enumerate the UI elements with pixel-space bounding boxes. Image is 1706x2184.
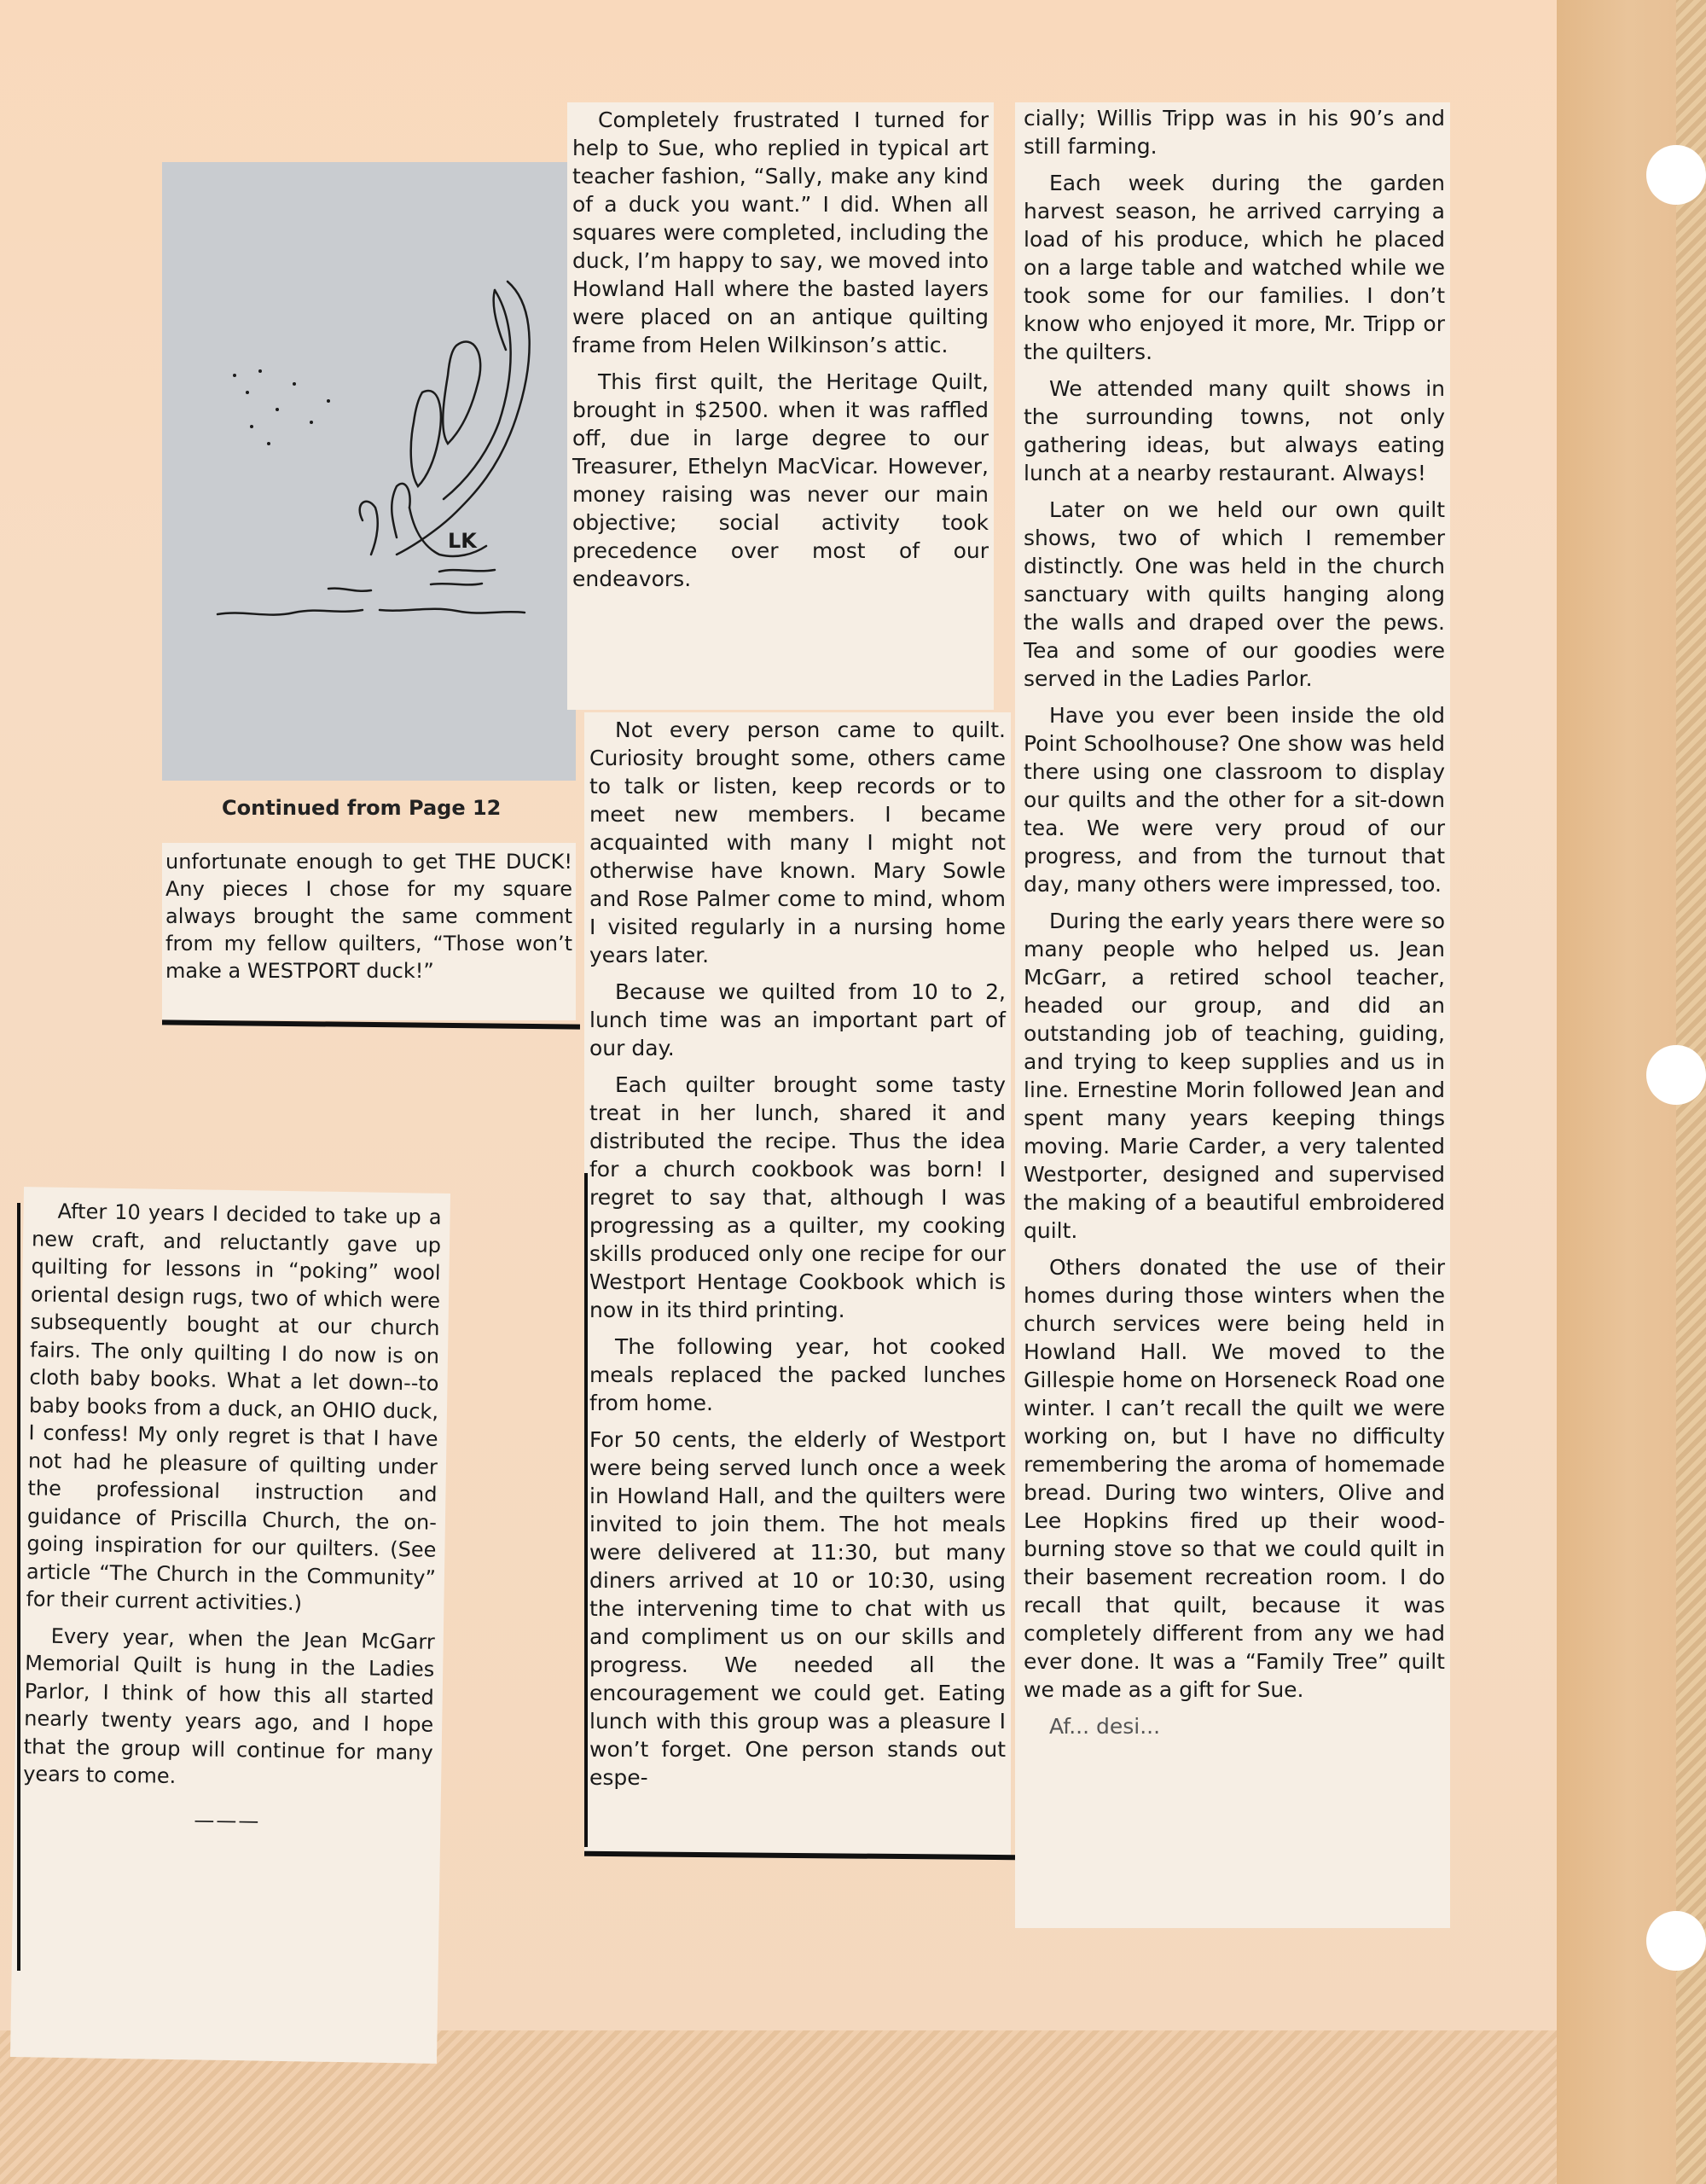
binder-hole-top <box>1646 145 1706 205</box>
clip-middle-bottom-paragraph-3: Each quilter brought some tasty treat in her lunch, shared it and distributed the recipe. Thus the idea for a church cookbook was born! I regret to say that, although I was progressing as a quilter, my cooking skills produced only one recipe for our Westport Hentage Cookbook which is now in its third printing. <box>589 1072 1006 1322</box>
continued-label: Continued from Page 12 <box>222 796 502 820</box>
clip-top-left-paragraph: unfortunate enough to get THE DUCK! Any pieces I chose for my square always brought the same comment from my fellow quilters, “Those won’t make a WESTPORT duck!” <box>165 850 572 983</box>
clip-bottom-left-left-rule <box>17 1203 20 1971</box>
clip-right-paragraph-6: During the early years there were so many people who helped us. Jean McGarr, a retired school teacher, headed our group, and did an outstanding job of teaching, guiding, and trying to keep supplies and us in line. Ernestine Morin followed Jean and spent many years keeping things moving. Marie Carder, a very talented Westporter, designed and supervised the making of a beautiful embroidered quilt. <box>1024 909 1445 1243</box>
duck-sketch-illustration <box>200 273 559 631</box>
clip-right-paragraph-2: Each week during the garden harvest season, he arrived carrying a load of his produce, which he placed on a large table and watched while we took some for our families. I don’t know who enjoyed it more, Mr. Tripp or the quilters. <box>1024 171 1445 364</box>
clip-bottom-left-paragraph-1: After 10 years I decided to take up a new craft, and reluctantly gave up quilting for lessons in “poking” wool oriental design rugs, two of which were subsequently bought at our church fairs. The only quilting I do now is on cloth baby books. What a let down--to baby books from a duck, an OHIO duck, I confess! My only regret is that I have not had he pleasure of quilting under the professional instruction and guidance of Priscilla Church, the on-going inspiration for our quilters. (See article “The Church in the Community” for their current activities.) <box>26 1199 442 1616</box>
clip-right-paragraph-1: cially; Willis Tripp was in his 90’s and still farming. <box>1024 106 1445 159</box>
clip-right <box>1015 102 1450 1928</box>
clip-bottom-left <box>10 1187 450 2064</box>
clip-middle-bottom-paragraph-5: For 50 cents, the elderly of Westport were being served lunch once a week in Howland Hall, and the quilters were invited to join them. The hot meals were delivered at 11:30, but many diners arrived at 10 or 10:30, using the intervening time to chat with us and compliment us on our skills and progress. We needed all the encouragement we could get. Eating lunch with this group was a pleasure I won’t forget. One person stands out espe- <box>589 1427 1006 1790</box>
clip-right-paragraph-4: Later on we held our own quilt shows, two of which I remember distinctly. One was held in the church sanctuary with quilts hanging along the walls and draped over the pews. Tea and some of our goodies were served in the Ladies Parlor. <box>1024 497 1445 691</box>
clip-right-paragraph-5: Have you ever been inside the old Point Schoolhouse? One show was held there using one classroom to display our quilts and the other for a sit-down tea. We were very proud of our progress, and from the turnout that day, many others were impressed, too. <box>1024 703 1445 897</box>
clip-middle-bottom-paragraph-1: Not every person came to quilt. Curiosity brought some, others came to talk or listen, keep records or to meet new members. I became acquainted with many I might not otherwise have known. Mary Sowle and Rose Palmer come to mind, whom I visited regularly in a nursing home years later. <box>589 717 1006 967</box>
binder-hole-middle <box>1646 1045 1706 1105</box>
binder-hole-bottom <box>1646 1911 1706 1971</box>
clip-bottom-left-paragraph-2: Every year, when the Jean McGarr Memorial Quilt is hung in the Ladies Parlor, I think of how this all started nearly twenty years ago, and I hope that the group will continue for many years to come. <box>23 1623 435 1789</box>
clip-middle-bottom-paragraph-2: Because we quilted from 10 to 2, lunch time was an important part of our day. <box>589 979 1006 1060</box>
end-mark: ——— <box>194 1807 261 1833</box>
clip-middle-bottom <box>584 712 1011 1856</box>
clip-right-cutoff-fragment: Af... desi... <box>1049 1714 1161 1739</box>
clip-right-paragraph-7: Others donated the use of their homes during those winters when the church services were being held in Howland Hall. We moved to the Gillespie home on Horseneck Road one winter. I can’t recall the quilt we were working on, but I have no difficulty remembering the aroma of homemade bread. During two winters, Olive and Lee Hopkins fired up their wood-burning stove so that we could quilt in their basement recreation room. I do recall that quilt, because it was completely different from any we had ever done. It was a “Family Tree” quilt we made as a gift for Sue. <box>1024 1255 1445 1702</box>
clip-middle-top-paragraph-1: Completely frustrated I turned for help to Sue, who replied in typical art teacher fashion, “Sally, make any kind of a duck you want.” I did. When all squares were completed, including the duck, I’m happy to say, we moved into Howland Hall where the basted layers were placed on an antique quilting frame from Helen Wilkinson’s attic. <box>572 107 989 357</box>
clip-right-paragraph-3: We attended many quilt shows in the surrounding towns, not only gathering ideas, but always eating lunch at a nearby restaurant. Always! <box>1024 376 1445 485</box>
artist-initials: LK <box>448 529 477 553</box>
clip-middle-bottom-paragraph-4: The following year, hot cooked meals replaced the packed lunches from home. <box>589 1334 1006 1415</box>
clip-middle-top <box>567 102 994 710</box>
clip-middle-left-rule <box>584 1173 588 1847</box>
clip-middle-top-paragraph-2: This first quilt, the Heritage Quilt, brought in $2500. when it was raffled off, due in large degree to our Treasurer, Ethelyn MacVicar. However, money raising was never our main objective; social activity took precedence over most of our endeavors. <box>572 369 989 591</box>
clip-top-left <box>162 843 576 1020</box>
